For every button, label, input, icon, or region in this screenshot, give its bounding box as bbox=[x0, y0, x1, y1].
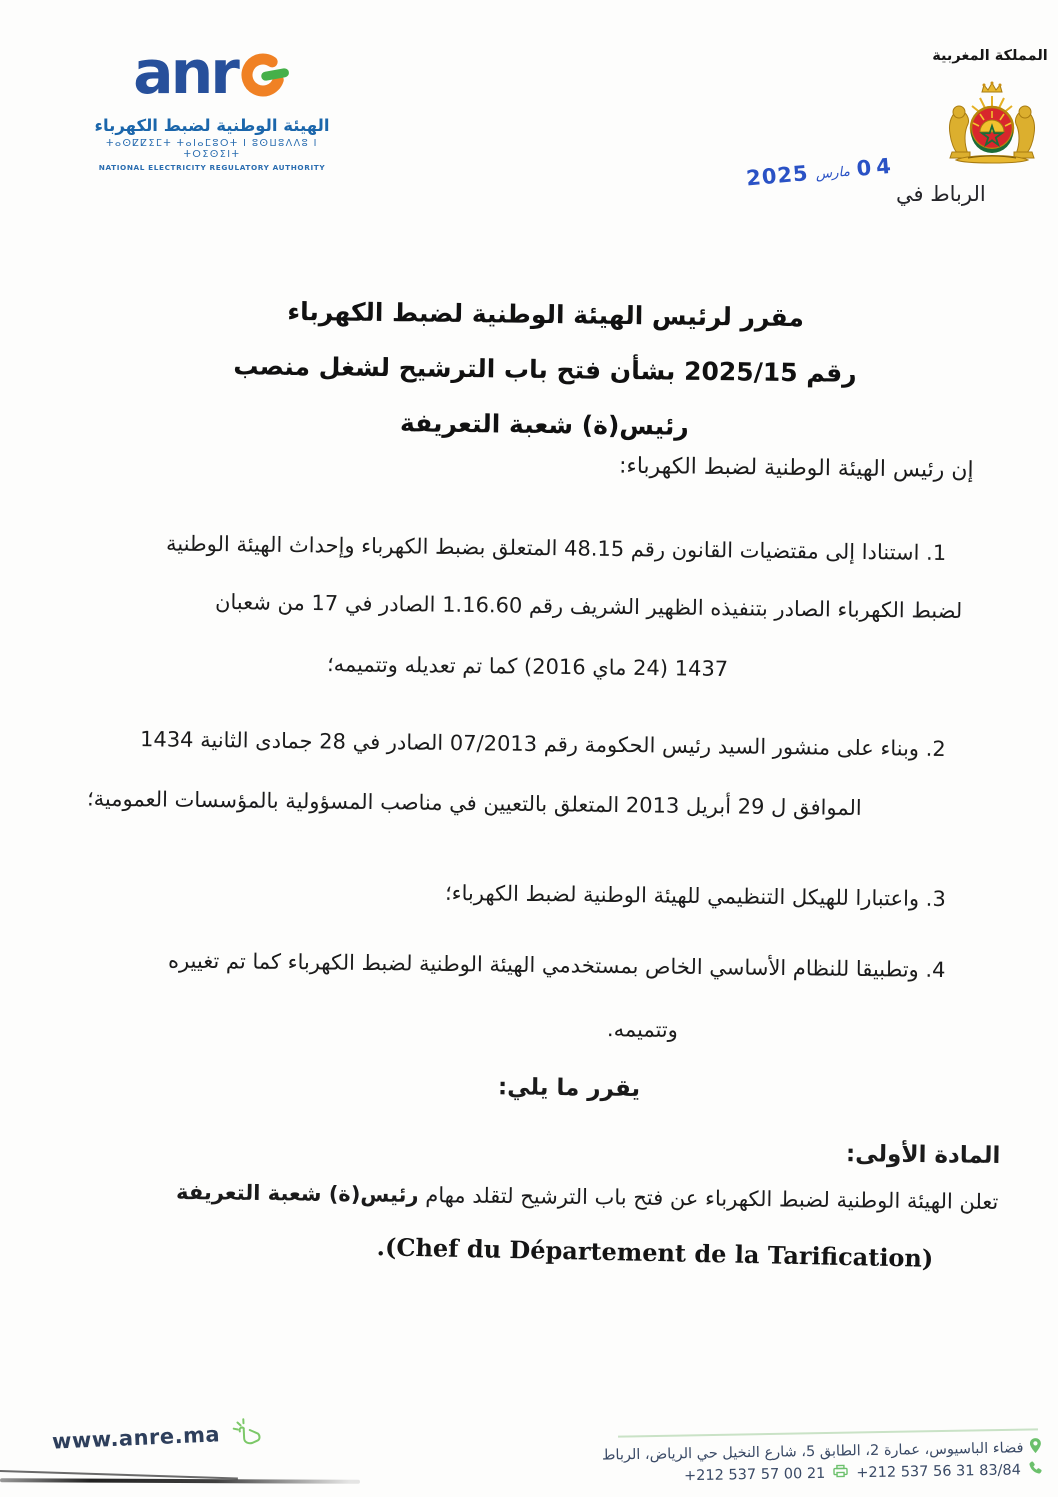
kingdom-title: المملكة المغربية bbox=[932, 48, 1048, 64]
title-line-1: مقرر لرئيس الهيئة الوطنية لضبط الكهرباء bbox=[287, 296, 805, 333]
preamble-item3-line1: 3. واعتبارا للهيكل التنظيمي للهيئة الوطنية لضبط الكهرباء؛ bbox=[445, 880, 947, 911]
logo-wordmark-text: anr bbox=[133, 38, 237, 108]
footer-fax-number: +212 537 57 00 21 bbox=[683, 1465, 826, 1484]
anre-logo bbox=[92, 36, 332, 172]
title-line-2: رقم 2025/15 بشأن فتح باب الترشيح لشغل منصب bbox=[233, 351, 857, 388]
preamble-item1-line1: 1. استنادا إلى مقتضيات القانون رقم 48.15 المتعلق بضبط الكهرباء وإحداث الهيئة الوطنية bbox=[165, 531, 947, 565]
intro-line: إن رئيس الهيئة الوطنية لضبط الكهرباء: bbox=[619, 453, 975, 483]
place-date-label: الرباط في bbox=[896, 182, 986, 206]
preamble-item4-line1: 4. وتطبيقا للنظام الأساسي الخاص بمستخدمي الهيئة الوطنية لضبط الكهرباء كما تم تغييره bbox=[168, 948, 947, 982]
preamble-item4-line2: وتتميمه. bbox=[606, 1017, 679, 1042]
preamble-item1-line2: لضبط الكهرباء الصادر بتنفيذه الظهير الشريف رقم 1.16.60 الصادر في 17 من شعبان bbox=[214, 589, 963, 623]
footer-separator-line bbox=[618, 1428, 1038, 1437]
stamp-year: 2025 bbox=[745, 161, 810, 191]
preamble-item2-line1: 2. وبناء على منشور السيد رئيس الحكومة رقم 07/2013 الصادر في 28 جمادى الثانية 1434 bbox=[140, 727, 947, 761]
footer-website-row bbox=[51, 1415, 264, 1458]
footer-address-text: فضاء الباسيوس، عمارة 2، الطابق 5، شارع النخيل حي الرياض، الرباط bbox=[601, 1439, 1024, 1464]
web-click-icon bbox=[229, 1415, 264, 1450]
article-one-french-line: (Chef du Département de la Tarification). bbox=[376, 1232, 934, 1273]
article-one-body-regular: تعلن الهيئة الوطنية لضبط الكهرباء عن فتح باب الترشيح لتقلد مهام bbox=[418, 1182, 999, 1214]
coat-of-arms-icon bbox=[938, 80, 1046, 180]
preamble-item2-line2: الموافق ل 29 أبريل 2013 المتعلق بالتعيين في مناصب المسؤولية بالمؤسسات العمومية؛ bbox=[87, 786, 863, 820]
article-one-body bbox=[176, 1180, 999, 1214]
location-pin-icon bbox=[1029, 1438, 1040, 1457]
footer-address-row bbox=[601, 1438, 1040, 1465]
stamp-day: 04 bbox=[855, 153, 897, 181]
logo-arabic-name: الهيئة الوطنية لضبط الكهرباء bbox=[94, 116, 330, 135]
logo-english-name: NATIONAL ELECTRICITY REGULATORY AUTHORITY bbox=[98, 163, 326, 172]
fax-icon bbox=[833, 1464, 848, 1481]
stamp-month: مارس bbox=[814, 163, 851, 183]
date-stamp bbox=[745, 154, 897, 191]
footer-website-url: www.anre.ma bbox=[51, 1422, 221, 1454]
logo-tifinagh-name: ⵜⴰⵙⵇⵇⵉⵎⵜ ⵜⴰⵏⴰⵎⵓⵔⵜ ⵏ ⵓⵙⵡⵓⴷⴷⵓ ⵏ ⵜⵔⵉⵙⵉⵏⵜ bbox=[106, 138, 318, 160]
decision-lead: يقرر ما يلي: bbox=[497, 1074, 641, 1102]
phone-icon bbox=[1029, 1461, 1042, 1478]
document-title bbox=[174, 282, 916, 456]
article-one-heading: المادة الأولى: bbox=[845, 1141, 1001, 1169]
footer-phone-number: +212 537 56 31 83/84 bbox=[856, 1461, 1022, 1481]
title-line-3: رئيس(ة) شعبة التعريفة bbox=[399, 408, 689, 441]
scan-edge-artifact-bottom bbox=[0, 1478, 360, 1484]
footer-phone-row bbox=[684, 1461, 1042, 1484]
logo-e-icon bbox=[239, 47, 291, 103]
logo-wordmark bbox=[92, 36, 332, 114]
article-one-body-bold: رئيس(ة) شعبة التعريفة bbox=[175, 1179, 419, 1207]
preamble-item1-line3: 1437 (24 ماي 2016) كما تم تعديله وتتميمه؛ bbox=[326, 652, 729, 681]
